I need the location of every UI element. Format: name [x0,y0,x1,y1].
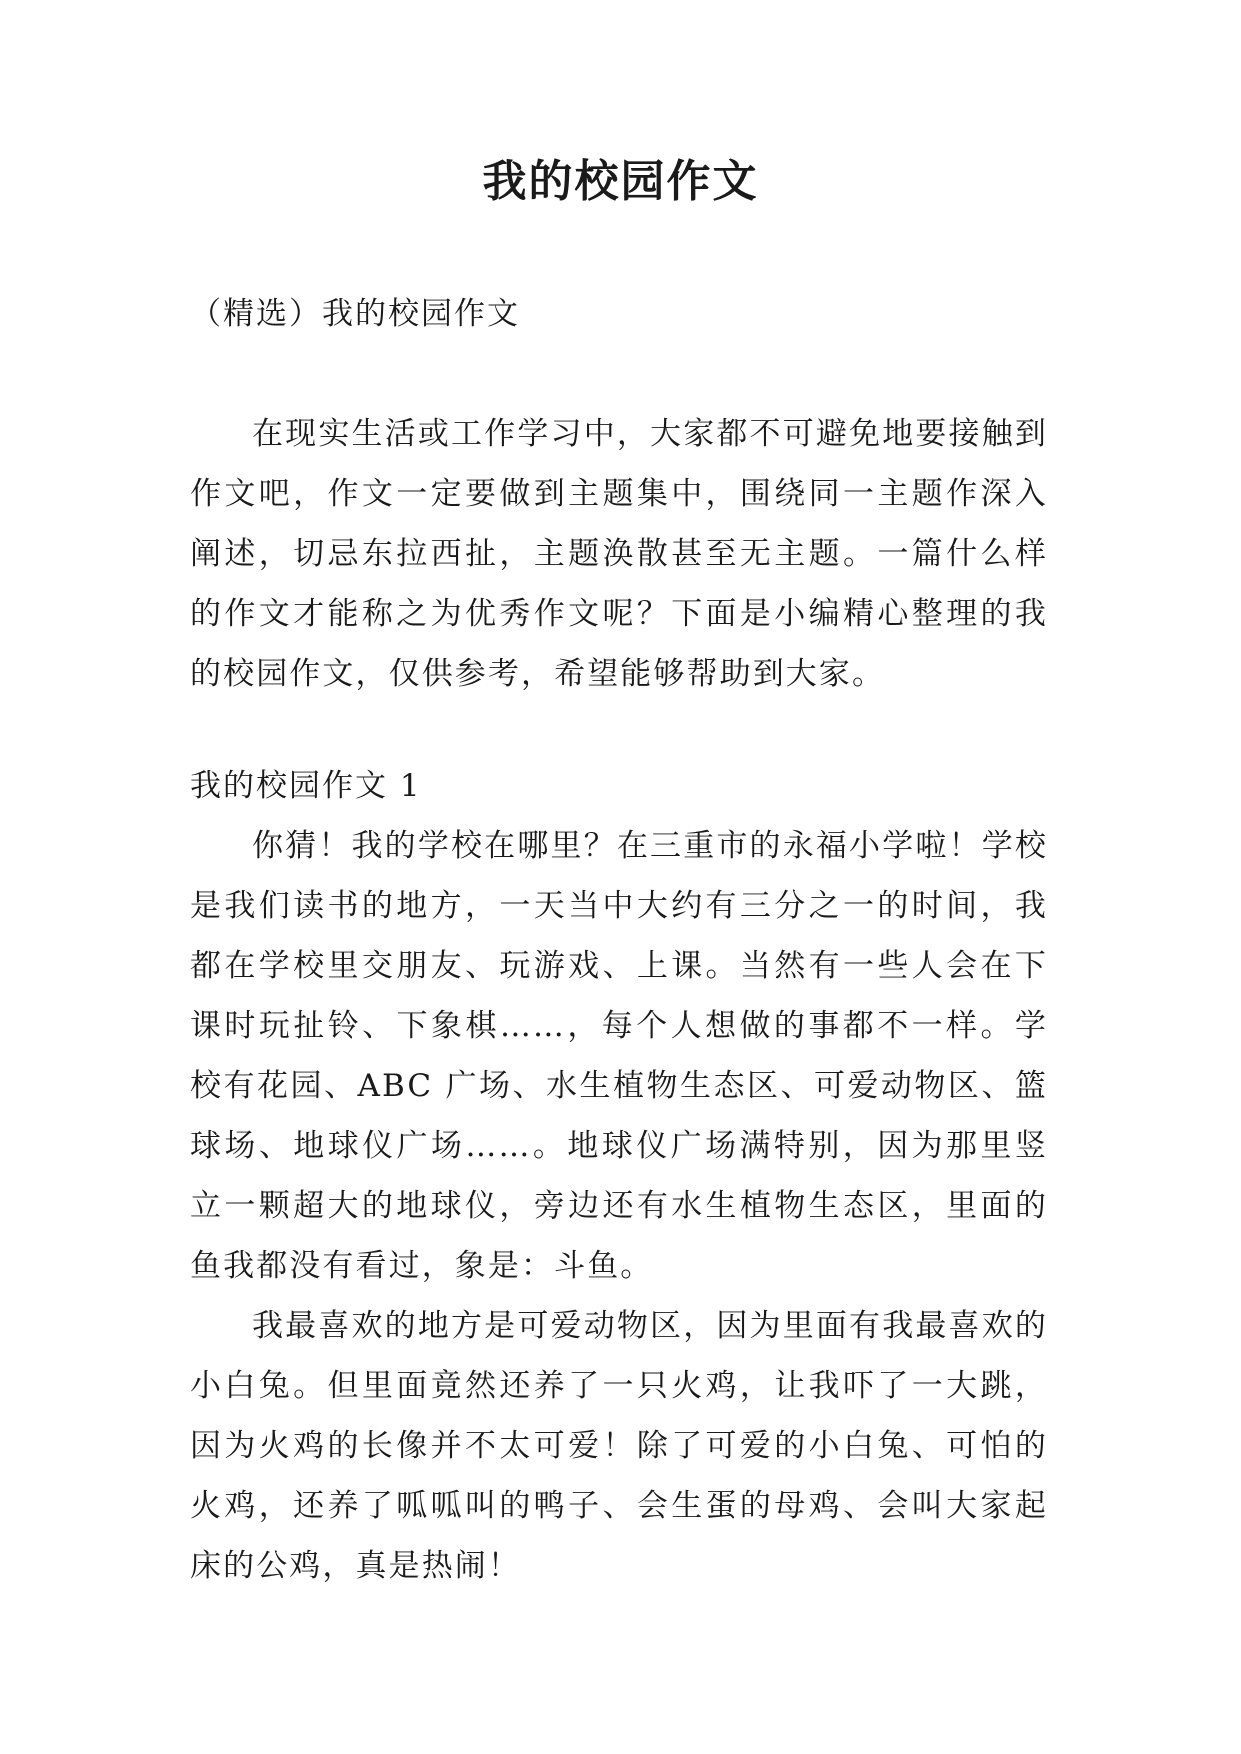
intro-section [190,404,1048,704]
essay-paragraph-1: 你猜！我的学校在哪里？在三重市的永福小学啦！学校是我们读书的地方，一天当中大约有三分之一的时间，我都在学校里交朋友、玩游戏、上课。当然有一些人会在下课时玩扯铃、下象棋……，每个人想做的事都不一样。学校有花园、ABC 广场、水生植物生态区、可爱动物区、篮球场、地球仪广场……。地球仪广场满特别，因为那里竖立一颗超大的地球仪，旁边还有水生植物生态区，里面的鱼我都没有看过，象是：斗鱼。 [190,828,1048,1284]
essay-paragraph-2: 我最喜欢的地方是可爱动物区，因为里面有我最喜欢的小白兔。但里面竟然还养了一只火鸡，让我吓了一大跳，因为火鸡的长像并不太可爱！除了可爱的小白兔、可怕的火鸡，还养了呱呱叫的鸭子、会生蛋的母鸡、会叫大家起床的公鸡，真是热闹！ [190,1308,1048,1584]
section-heading: 我的校园作文 1 [190,768,422,804]
document-title: 我的校园作文 [482,156,759,207]
intro-paragraph: 在现实生活或工作学习中，大家都不可避免地要接触到作文吧，作文一定要做到主题集中，围绕同一主题作深入阐述，切忌东拉西扯，主题涣散甚至无主题。一篇什么样的作文才能称之为优秀作文呢？下面是小编精心整理的我的校园作文，仅供参考，希望能够帮助到大家。 [190,416,1048,692]
essay-section [190,816,1048,1596]
document-subtitle: （精选）我的校园作文 [190,296,520,332]
